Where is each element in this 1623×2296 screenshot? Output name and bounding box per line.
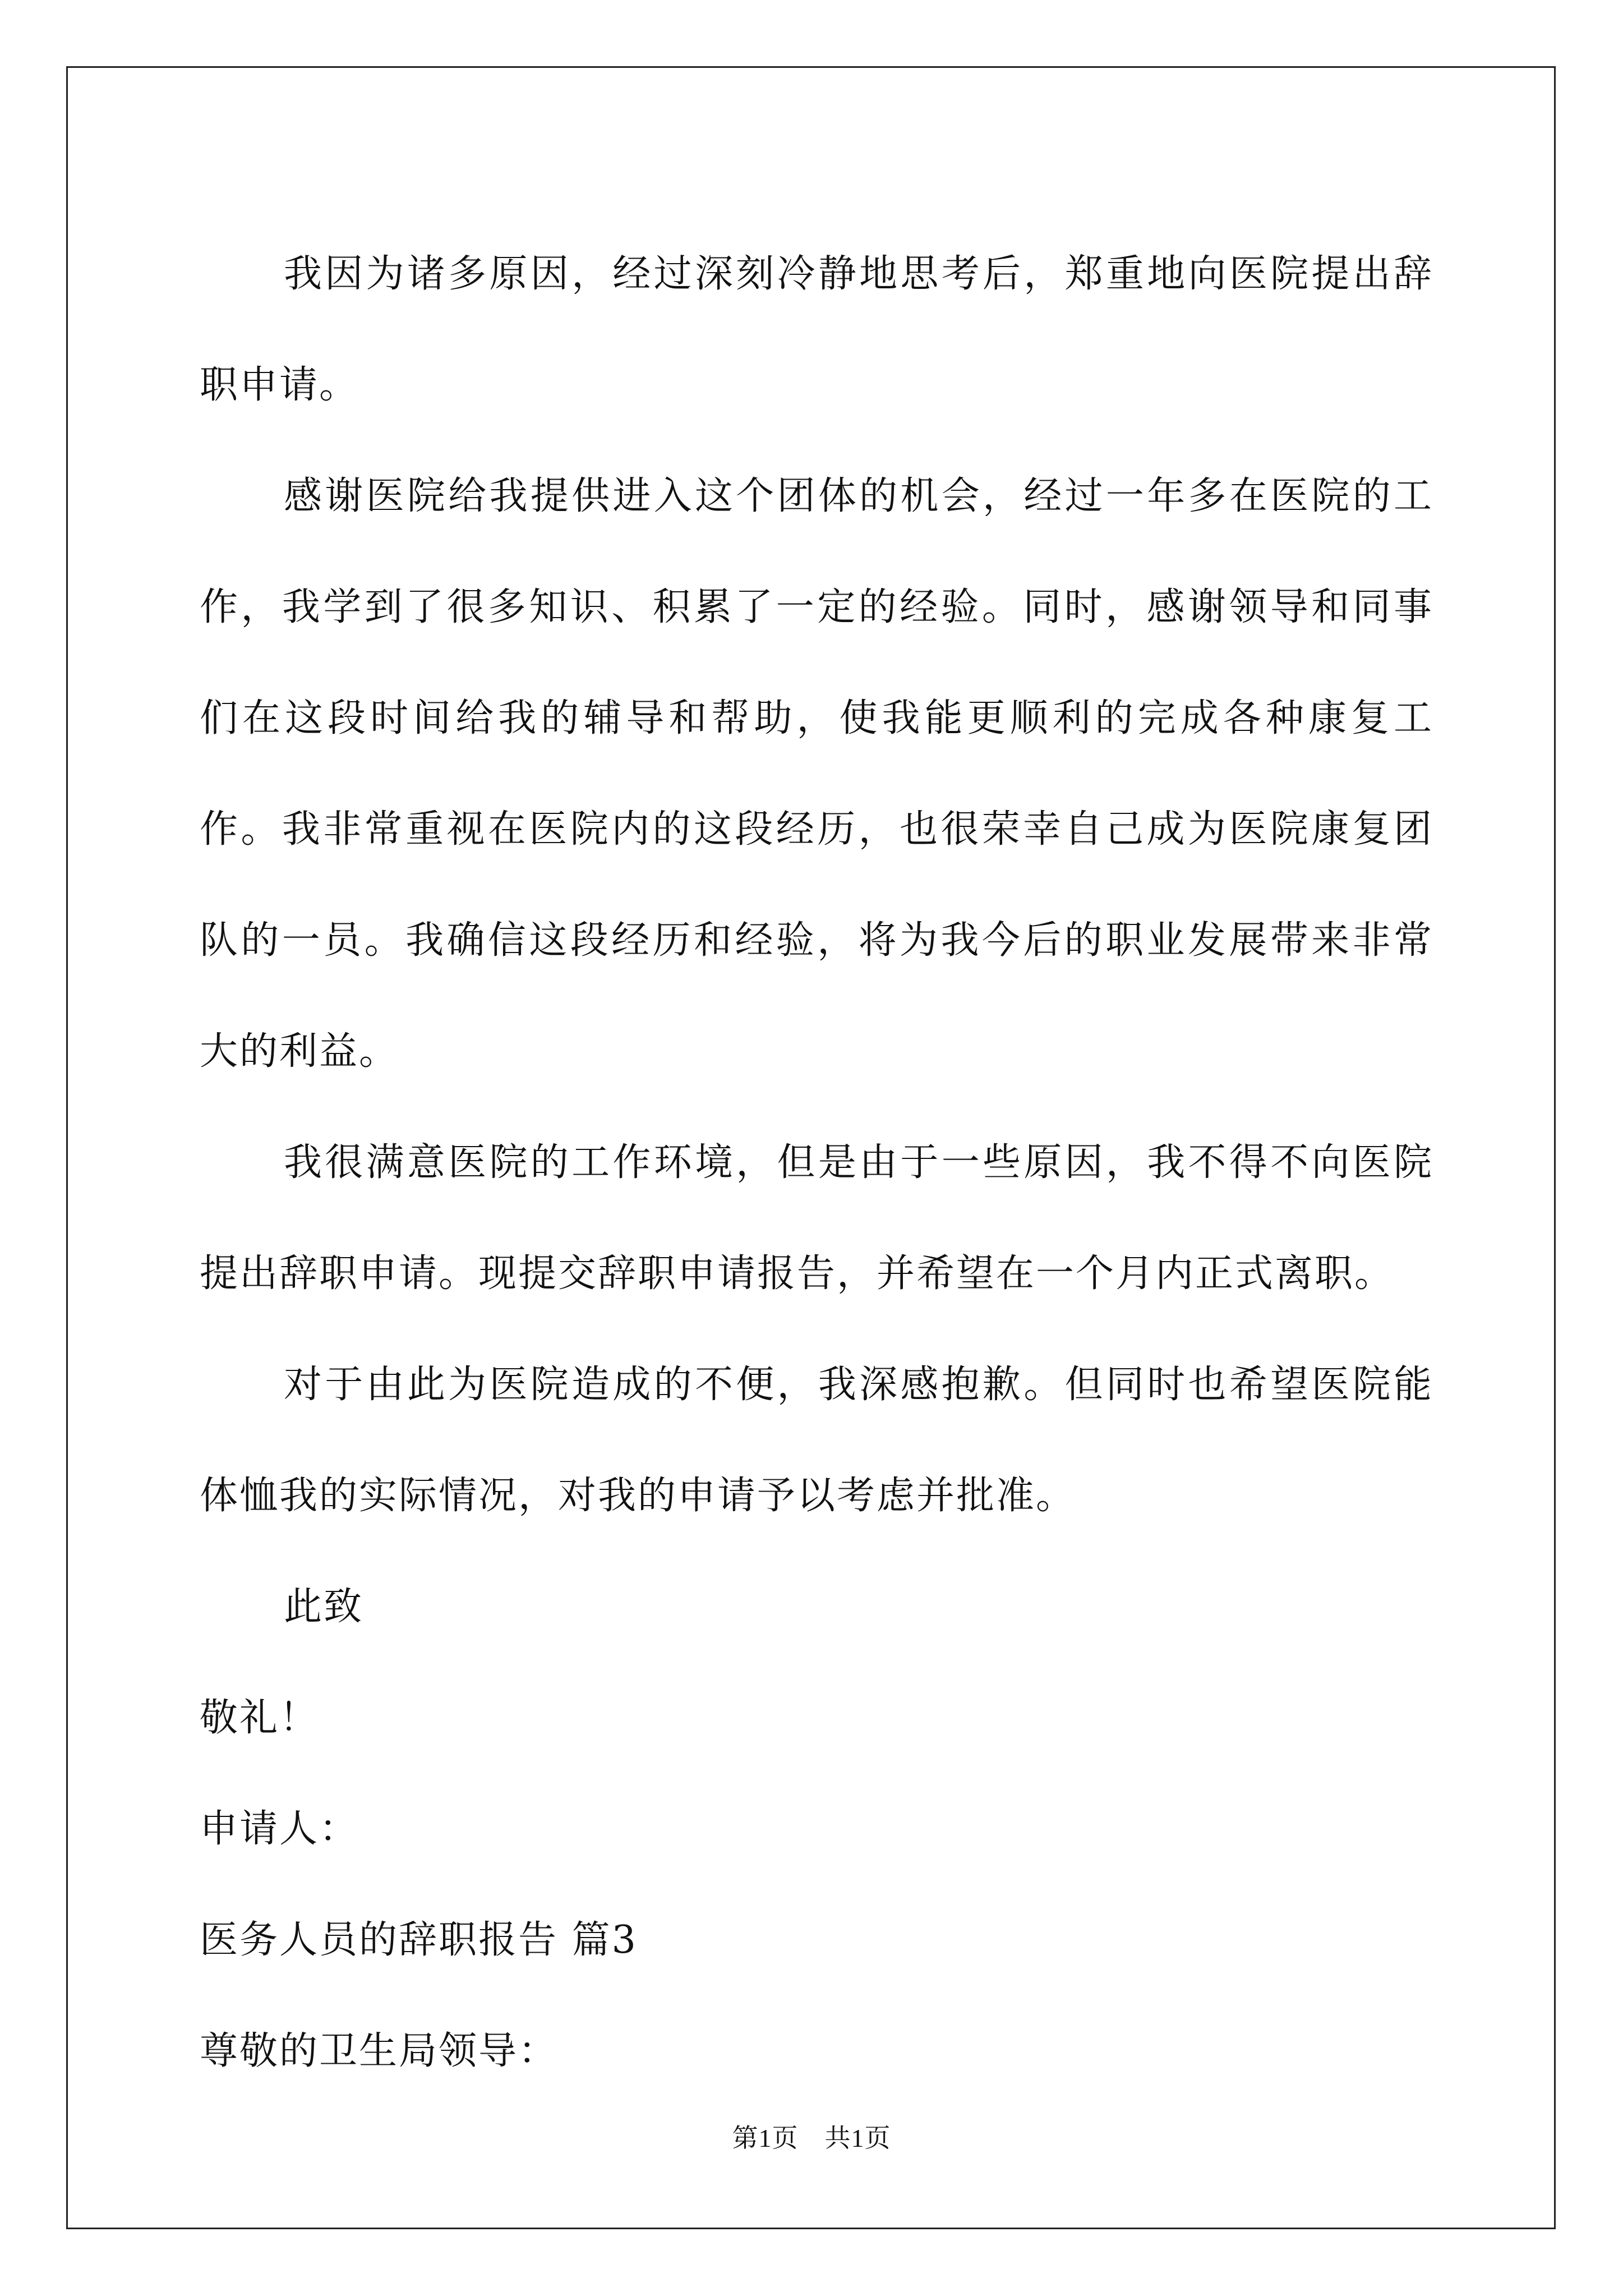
- closing-cizhi: 此致: [284, 1585, 364, 1629]
- section-heading: 医务人员的辞职报告 篇3: [200, 1918, 638, 1962]
- document-body: [200, 219, 1433, 2107]
- paragraph-resignation-intro: 我因为诸多原因，经过深刻冷静地思考后，郑重地向医院提出辞职申请。: [200, 252, 1433, 407]
- salutation: 尊敬的卫生局领导：: [200, 2029, 559, 2073]
- page-footer: 第1页 共1页: [732, 2124, 891, 2152]
- applicant-label: 申请人：: [200, 1807, 359, 1851]
- paragraph-work-environment: 我很满意医院的工作环境，但是由于一些原因，我不得不向医院提出辞职申请。现提交辞职申请报告，并希望在一个月内正式离职。: [200, 1140, 1433, 1296]
- closing-jingli: 敬礼！: [200, 1696, 320, 1740]
- paragraph-gratitude: 感谢医院给我提供进入这个团体的机会，经过一年多在医院的工作，我学到了很多知识、积累了一定的经验。同时，感谢领导和同事们在这段时间给我的辅导和帮助，使我能更顺利的完成各种康复工作。我非常重视在医院内的这段经历，也很荣幸自己成为医院康复团队的一员。我确信这段经历和经验，将为我今后的职业发展带来非常大的利益。: [200, 474, 1433, 1074]
- paragraph-apology: 对于由此为医院造成的不便，我深感抱歉。但同时也希望医院能体恤我的实际情况，对我的申请予以考虑并批准。: [200, 1363, 1433, 1518]
